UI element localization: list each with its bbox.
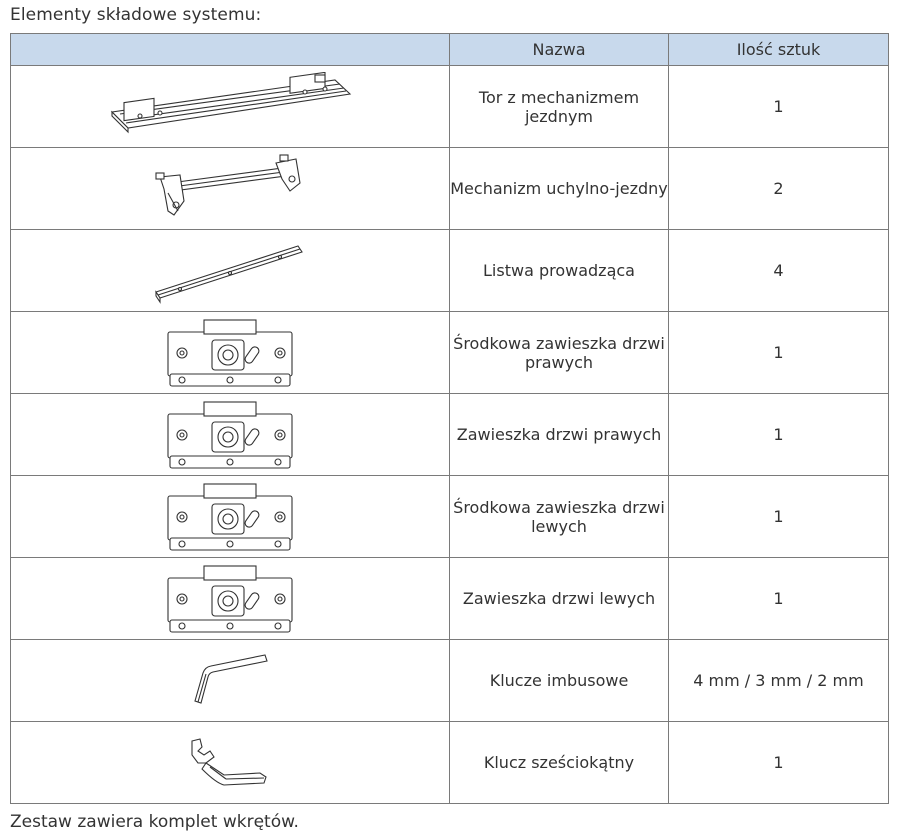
hanger-left-icon	[160, 562, 300, 636]
part-quantity: 1	[669, 722, 889, 804]
part-name: Środkowa zawieszka drzwi prawych	[450, 312, 669, 394]
center-hanger-left-icon	[160, 480, 300, 554]
table-row	[11, 558, 889, 640]
part-quantity: 4	[669, 230, 889, 312]
allen-key-icon	[185, 651, 275, 711]
footer-note: Zestaw zawiera komplet wkrętów.	[10, 812, 299, 832]
table-row	[11, 722, 889, 804]
hex-wrench-icon	[180, 733, 280, 793]
center-hanger-right-icon	[160, 316, 300, 390]
table-row	[11, 230, 889, 312]
table-row	[11, 640, 889, 722]
part-quantity: 1	[669, 312, 889, 394]
table-row	[11, 394, 889, 476]
guide-rail-icon	[150, 236, 310, 306]
part-quantity: 1	[669, 558, 889, 640]
table-row	[11, 476, 889, 558]
part-name: Mechanizm uchylno-jezdny	[450, 148, 669, 230]
part-name: Klucz sześciokątny	[450, 722, 669, 804]
part-name: Środkowa zawieszka drzwi lewych	[450, 476, 669, 558]
header-quantity: Ilość sztuk	[669, 34, 889, 66]
part-name: Zawieszka drzwi prawych	[450, 394, 669, 476]
section-heading: Elementy składowe systemu:	[10, 5, 262, 25]
part-name: Klucze imbusowe	[450, 640, 669, 722]
hanger-right-icon	[160, 398, 300, 472]
part-name: Tor z mechanizmem jezdnym	[450, 66, 669, 148]
part-quantity: 1	[669, 476, 889, 558]
header-image	[11, 34, 450, 66]
components-table	[10, 33, 889, 804]
part-name: Zawieszka drzwi lewych	[450, 558, 669, 640]
table-header-row	[11, 34, 889, 66]
table-row	[11, 148, 889, 230]
part-quantity: 2	[669, 148, 889, 230]
part-name: Listwa prowadząca	[450, 230, 669, 312]
header-name: Nazwa	[450, 34, 669, 66]
part-quantity: 1	[669, 66, 889, 148]
track-mechanism-icon	[100, 72, 360, 142]
tilt-slide-mechanism-icon	[150, 153, 310, 225]
table-row	[11, 66, 889, 148]
table-row	[11, 312, 889, 394]
part-quantity: 1	[669, 394, 889, 476]
part-quantity: 4 mm / 3 mm / 2 mm	[669, 640, 889, 722]
